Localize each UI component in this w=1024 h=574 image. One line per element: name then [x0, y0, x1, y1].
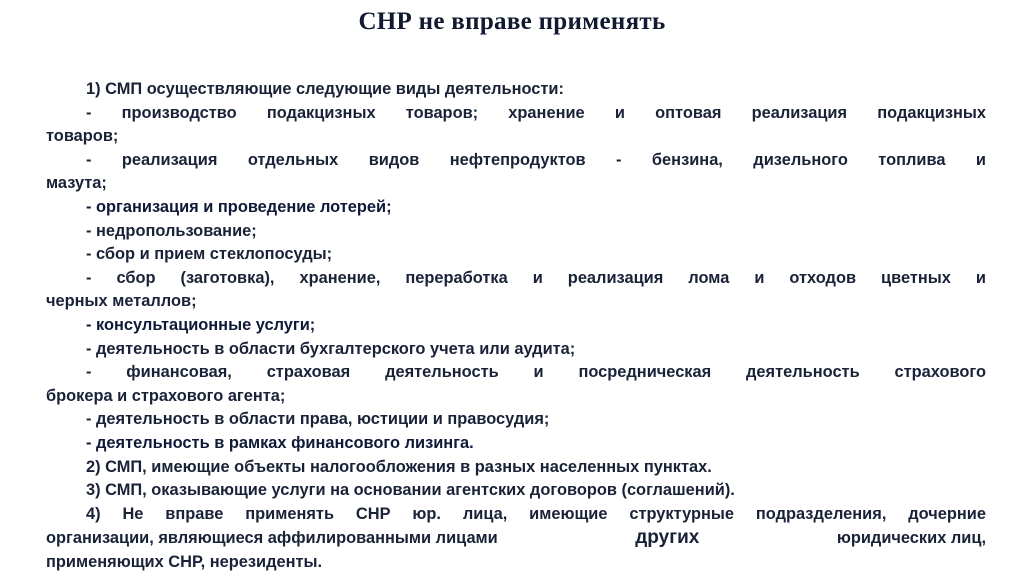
item-4-cont: [46, 526, 986, 551]
list-item-excise-production: - производство подакцизных товаров; хранение и оптовая реализация подакцизных: [86, 103, 986, 122]
list-item-metal-scrap-cont: черных металлов;: [46, 292, 197, 311]
list-item-oil-products: - реализация отдельных видов нефтепродуктов - бензина, дизельного топлива и: [86, 150, 986, 169]
list-item-lotteries: - организация и проведение лотерей;: [86, 197, 392, 216]
item-4-cont-part-1: организации, являющиеся аффилированными лицами: [46, 529, 498, 548]
item-1-heading: 1) СМП осуществляющие следующие виды деятельности:: [86, 80, 564, 98]
list-item-metal-scrap: - сбор (заготовка), хранение, переработка и реализация лома и отходов цветных и: [86, 268, 986, 287]
list-item-law: - деятельность в области права, юстиции и правосудия;: [86, 410, 550, 429]
slide-body: [46, 78, 986, 574]
list-item-subsoil: - недропользование;: [86, 221, 257, 240]
item-4-cont-part-2: юридических лиц,: [836, 529, 986, 548]
list-item-leasing: - деятельность в рамках финансового лизинга.: [86, 433, 474, 452]
item-2: 2) СМП, имеющие объекты налогообложения в разных населенных пунктах.: [86, 457, 712, 476]
list-item-glass: - сбор и прием стеклопосуды;: [86, 245, 333, 264]
item-4-cont-word-other: других: [635, 527, 700, 549]
list-item-insurance-cont: брокера и страхового агента;: [46, 386, 286, 405]
list-item-excise-production-cont: товаров;: [46, 127, 119, 146]
item-4: 4) Не вправе применять СНР юр. лица, имеющие структурные подразделения, дочерние: [86, 504, 986, 523]
slide-title: СНР не вправе применять: [358, 8, 666, 35]
item-4-end: применяющих СНР, нерезиденты.: [46, 552, 323, 571]
list-item-consulting: - консультационные услуги;: [86, 315, 316, 334]
list-item-oil-products-cont: мазута;: [46, 174, 107, 193]
list-item-insurance: - финансовая, страховая деятельность и посредническая деятельность страхового: [86, 363, 986, 382]
list-item-accounting: - деятельность в области бухгалтерского учета или аудита;: [86, 339, 576, 358]
item-3: 3) СМП, оказывающие услуги на основании агентских договоров (соглашений).: [86, 481, 735, 500]
